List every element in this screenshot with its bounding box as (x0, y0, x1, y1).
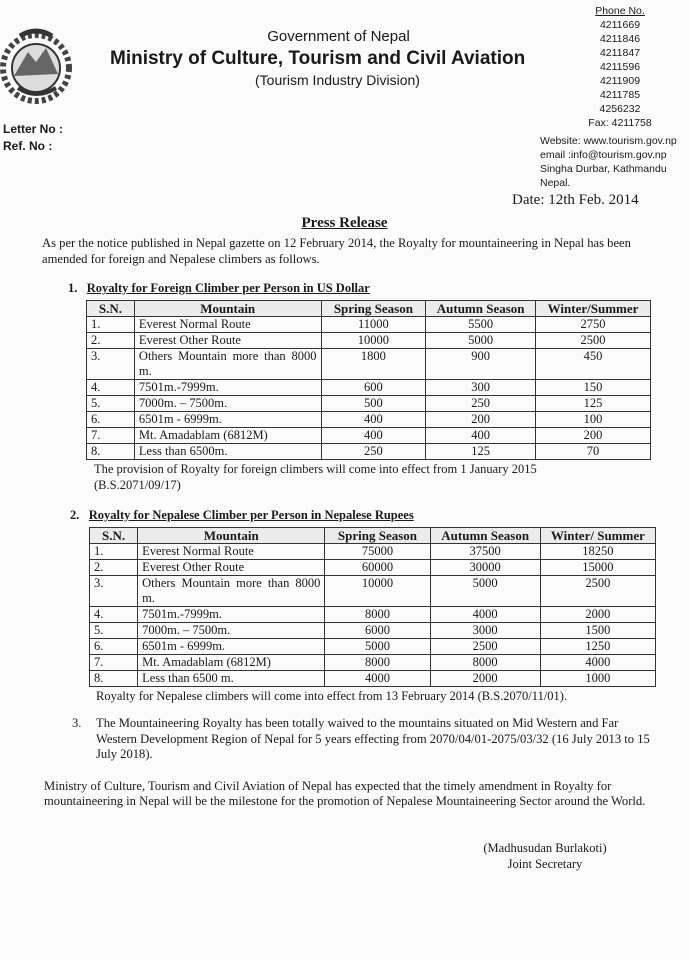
table-row (87, 396, 651, 412)
column-header: Spring Season (325, 528, 430, 544)
column-header: S.N. (90, 528, 138, 544)
table-cell: 8. (90, 671, 138, 687)
table-row (87, 428, 651, 444)
table-cell: 11000 (321, 317, 426, 333)
table-cell: 250 (321, 444, 426, 460)
address-line: Nepal. (540, 177, 571, 189)
nepalese-royalty-table (89, 527, 656, 687)
address-line: Singha Durbar, Kathmandu (540, 163, 667, 175)
page-title: Press Release (301, 215, 388, 231)
closing-paragraph: Ministry of Culture, Tourism and Civil Aviation of Nepal has expected that the timely amendment in Royalty for mountaineering in Nepal will be the milestone for the promotion of Nepalese Mountaineering Sector around the World. (44, 778, 646, 808)
table-cell: 18250 (540, 544, 655, 560)
division-name: (Tourism Industry Division) (255, 72, 420, 88)
table-cell: 100 (536, 412, 651, 428)
phone-number: 4211846 (599, 33, 641, 45)
table-cell: 4000 (540, 655, 655, 671)
table-row (90, 576, 656, 607)
table-cell: 75000 (325, 544, 430, 560)
table-cell: 2. (90, 560, 138, 576)
table-cell: 500 (321, 396, 426, 412)
table-header-row (90, 528, 656, 544)
section-2-note: Royalty for Nepalese climbers will come into effect from 13 February 2014 (B.S.2070/11/01). (96, 689, 568, 703)
table-cell: 5000 (430, 576, 540, 607)
table-row (90, 639, 656, 655)
table-cell: 400 (426, 428, 536, 444)
table-cell: 1500 (540, 623, 655, 639)
table-cell: 8. (87, 444, 135, 460)
table-cell: 250 (426, 396, 536, 412)
table-cell: 15000 (540, 560, 655, 576)
table-row (87, 349, 651, 380)
table-cell: Everest Other Route (138, 560, 325, 576)
fax: Fax: 4211758 (588, 117, 652, 129)
table-cell: 5. (87, 396, 135, 412)
table-cell: 600 (321, 380, 426, 396)
table-cell: 450 (536, 349, 651, 380)
table-cell: 150 (536, 380, 651, 396)
table-cell: Everest Normal Route (138, 544, 325, 560)
table-cell: 3. (87, 349, 135, 380)
signatory-name: (Madhusudan Burlakoti) (483, 840, 607, 855)
ministry-name: Ministry of Culture, Tourism and Civil Aviation (110, 48, 526, 69)
phone-number: 4256232 (599, 103, 641, 115)
table-cell: 1. (87, 317, 135, 333)
table-cell: 125 (536, 396, 651, 412)
table-cell: 70 (536, 444, 651, 460)
table-cell: 2500 (430, 639, 540, 655)
table-row (90, 544, 656, 560)
table-cell: 7. (87, 428, 135, 444)
table-cell: 3. (90, 576, 138, 607)
table-cell: 7000m. – 7500m. (134, 396, 321, 412)
table-cell: Mt. Amadablam (6812M) (134, 428, 321, 444)
table-row (87, 380, 651, 396)
table-cell: 200 (536, 428, 651, 444)
letter-no: Letter No : (3, 122, 63, 136)
table-cell: 900 (426, 349, 536, 380)
table-header-row (87, 301, 651, 317)
table-cell: 1800 (321, 349, 426, 380)
column-header: Spring Season (321, 301, 426, 317)
column-header: Autumn Season (426, 301, 536, 317)
column-header: Mountain (138, 528, 325, 544)
table-row (90, 607, 656, 623)
table-cell: 60000 (325, 560, 430, 576)
table-cell: 7501m.-7999m. (134, 380, 321, 396)
column-header: S.N. (87, 301, 135, 317)
address-block (540, 134, 677, 190)
table-cell: 400 (321, 428, 426, 444)
table-cell: 2500 (540, 576, 655, 607)
table-cell: 5. (90, 623, 138, 639)
table-cell: 7501m.-7999m. (138, 607, 325, 623)
table-cell: 4. (90, 607, 138, 623)
table-cell: Everest Normal Route (134, 317, 321, 333)
table-cell: 400 (321, 412, 426, 428)
table-cell: 7000m. – 7500m. (138, 623, 325, 639)
table-cell: 2750 (536, 317, 651, 333)
table-cell: 125 (426, 444, 536, 460)
table-cell: 6. (87, 412, 135, 428)
phone-number: 4211596 (599, 61, 641, 73)
website: Website: www.tourism.gov.np (540, 135, 677, 147)
column-header: Winter/ Summer (540, 528, 655, 544)
table-cell: 4000 (325, 671, 430, 687)
section-1-note: The provision of Royalty for foreign climbers will come into effect from 1 January 2015 (B.S.2071/09/17) (94, 462, 537, 492)
signatory-title: Joint Secretary (507, 856, 583, 871)
table-row (87, 444, 651, 460)
table-row (90, 655, 656, 671)
table-cell: 1000 (540, 671, 655, 687)
column-header: Winter/Summer (536, 301, 651, 317)
table-cell: Less than 6500m. (134, 444, 321, 460)
table-row (87, 317, 651, 333)
table-cell: 2000 (430, 671, 540, 687)
phone-number: 4211669 (599, 19, 641, 31)
table-cell: Others Mountain more than 8000 m. (138, 576, 325, 607)
contact-block (575, 4, 665, 130)
date: Date: 12th Feb. 2014 (512, 192, 639, 208)
intro-paragraph: As per the notice published in Nepal gazette on 12 February 2014, the Royalty for mountaineering in Nepal has been amended for foreign and Nepalese climbers as follows. (42, 236, 631, 266)
table-cell: 6501m - 6999m. (138, 639, 325, 655)
table-row (90, 623, 656, 639)
table-cell: 200 (426, 412, 536, 428)
foreign-royalty-table (86, 300, 651, 460)
table-row (90, 560, 656, 576)
section-3-number: 3. (72, 716, 82, 730)
table-cell: 30000 (430, 560, 540, 576)
phone-number: 4211847 (599, 47, 641, 59)
column-header: Mountain (134, 301, 321, 317)
table-cell: 37500 (430, 544, 540, 560)
table-cell: Everest Other Route (134, 333, 321, 349)
phone-number: 4211909 (599, 75, 641, 87)
section-1-heading: 1. Royalty for Foreign Climber per Person in US Dollar (68, 281, 370, 295)
table-cell: 8000 (325, 607, 430, 623)
table-row (90, 671, 656, 687)
column-header: Autumn Season (430, 528, 540, 544)
table-cell: 5500 (426, 317, 536, 333)
table-cell: 6. (90, 639, 138, 655)
table-cell: 5000 (325, 639, 430, 655)
table-cell: 5000 (426, 333, 536, 349)
table-cell: 1250 (540, 639, 655, 655)
ref-no: Ref. No : (3, 139, 53, 153)
table-cell: 8000 (430, 655, 540, 671)
table-row (87, 412, 651, 428)
table-cell: 10000 (325, 576, 430, 607)
phone-label: Phone No. (595, 5, 645, 17)
table-cell: 1. (90, 544, 138, 560)
table-cell: 8000 (325, 655, 430, 671)
table-cell: 10000 (321, 333, 426, 349)
table-cell: Others Mountain more than 8000 m. (134, 349, 321, 380)
section-2-heading: 2. Royalty for Nepalese Climber per Person in Nepalese Rupees (70, 508, 414, 522)
table-cell: Mt. Amadablam (6812M) (138, 655, 325, 671)
table-cell: 3000 (430, 623, 540, 639)
government-name: Government of Nepal (267, 28, 410, 45)
table-cell: 4000 (430, 607, 540, 623)
table-cell: 2000 (540, 607, 655, 623)
document-body (0, 214, 689, 872)
email: email :info@tourism.gov.np (540, 149, 667, 161)
table-cell: 2. (87, 333, 135, 349)
table-cell: 7. (90, 655, 138, 671)
table-cell: 2500 (536, 333, 651, 349)
table-cell: 300 (426, 380, 536, 396)
table-row (87, 333, 651, 349)
phone-number: 4211785 (599, 89, 641, 101)
table-cell: 6000 (325, 623, 430, 639)
section-3-text: The Mountaineering Royalty has been totally waived to the mountains situated on Mid Western and Far Western Development Region of Nepal for 5 years effecting from 2070/04/01-2075/03/32 (16 July 2013 to 15 July 2018). (96, 716, 650, 761)
table-cell: 4. (87, 380, 135, 396)
table-cell: 6501m - 6999m. (134, 412, 321, 428)
table-cell: Less than 6500 m. (138, 671, 325, 687)
